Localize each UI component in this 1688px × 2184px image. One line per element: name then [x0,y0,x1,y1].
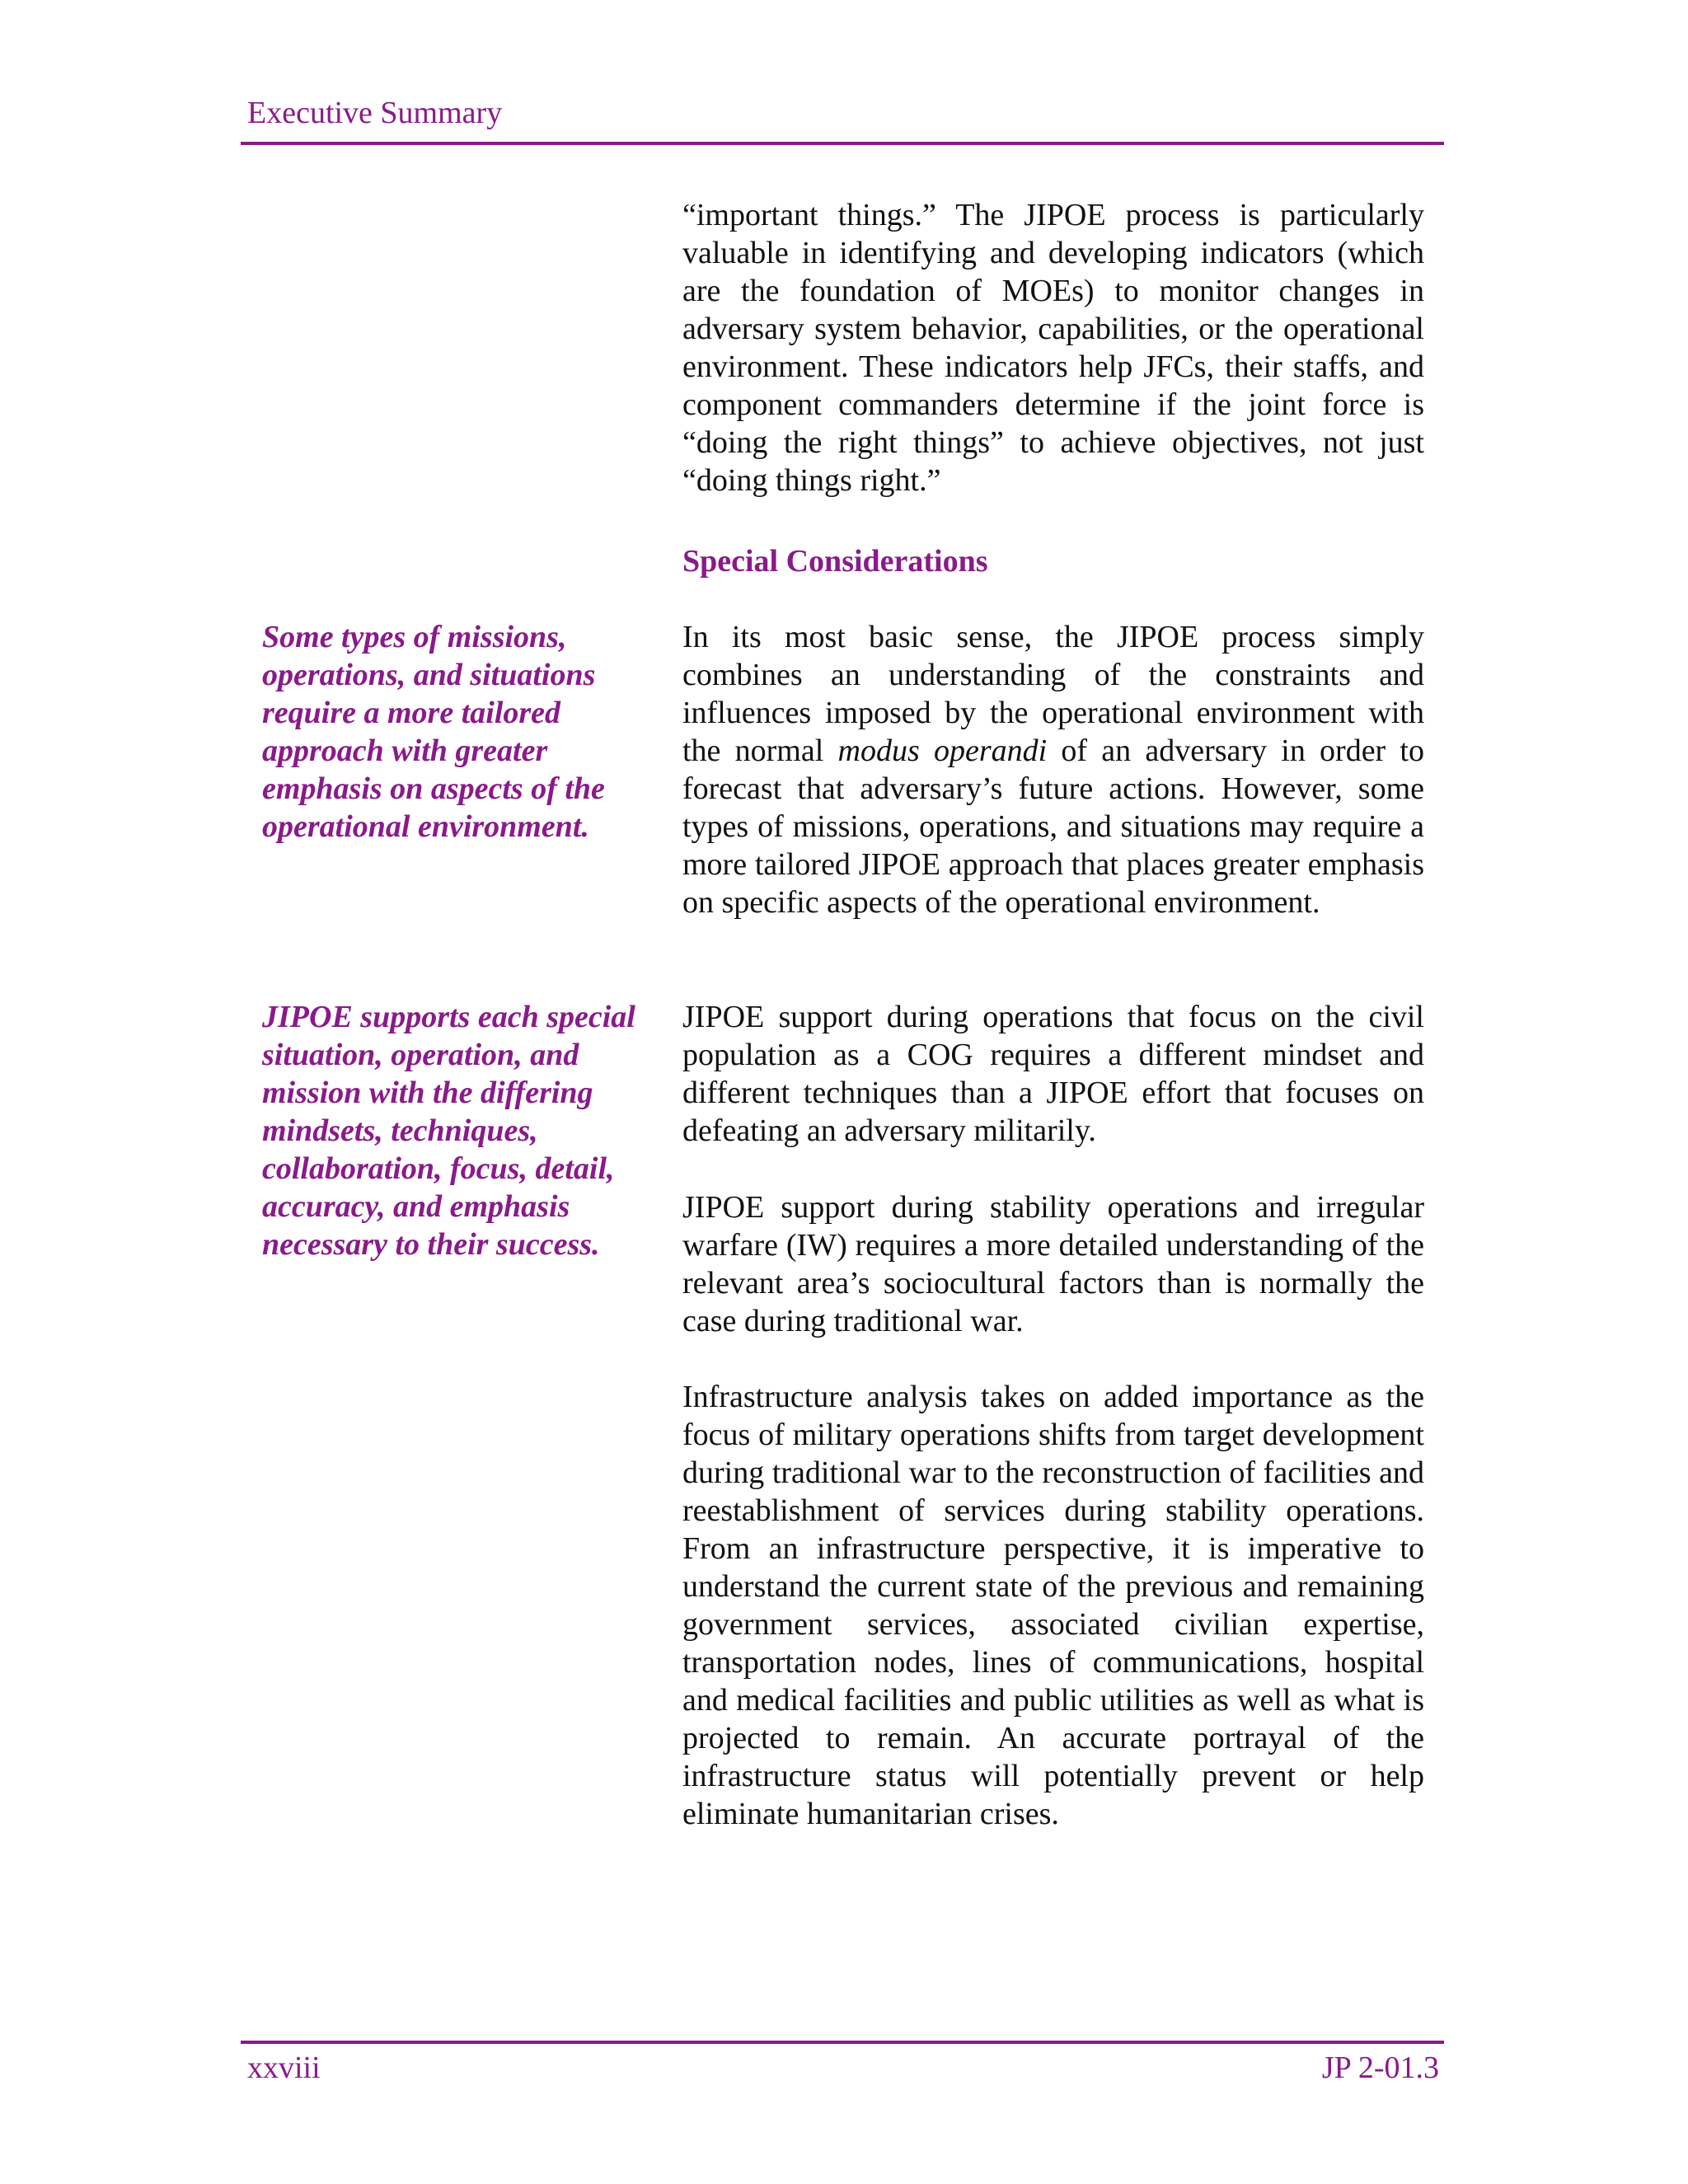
body-paragraph-2 [682,618,1424,921]
body-paragraph-1: “important things.” The JIPOE process is particularly valuable in identifying and developing indicators (which are the foundation of MOEs) to monitor changes in adversary system behavior, capabilities, or the operational environment. These indicators help JFCs, their staffs, and component commanders determine if the joint force is “doing the right things” to achieve objectives, not just “doing things right.” [682,198,1424,498]
body-paragraph-2-text-after: of an adversary in order to forecast that adversary’s future actions. However, some types of missions, operations, and situations may require a more tailored JIPOE approach that places greater emphasis on specific aspects of the operational environment. [682,733,1424,920]
body-paragraph-2-italic-term: modus operandi [837,733,1048,768]
body-paragraph-5: Infrastructure analysis takes on added importance as the focus of military operations shifts from target development during traditional war to the reconstruction of facilities and reestablishment of services during stability operations. From an infrastructure perspective, it is imperative to understand the current state of the previous and remaining government services, associated civilian expertise, transportation nodes, lines of communications, hospital and medical facilities and public utilities as well as what is projected to remain. An accurate portrayal of the infrastructure status will potentially prevent or help eliminate humanitarian crises. [682,1380,1424,1831]
page-number: xxviii [247,2050,321,2085]
page-header-title: Executive Summary [247,96,503,130]
body-paragraph-2-text-before: In its most basic sense, the JIPOE process simply combines an understanding of the constraints and influences imposed by the operational environment with the normal [682,620,1424,768]
header-divider [241,142,1444,145]
sidebar-note-1: Some types of missions, operations, and situations require a more tailored approach with greater emphasis on aspects of the operational environment. [262,620,605,844]
body-paragraph-4: JIPOE support during stability operations and irregular warfare (IW) requires a more detailed understanding of the relevant area’s sociocultural factors than is normally the case during traditional war. [682,1190,1424,1338]
section-heading: Special Considerations [682,544,988,579]
sidebar-note-2: JIPOE supports each special situation, operation, and mission with the differing mindsets, techniques, collaboration, focus, detail, accuracy, and emphasis necessary to their success. [262,1000,635,1262]
body-paragraph-3: JIPOE support during operations that focus on the civil population as a COG requires a different mindset and different techniques than a JIPOE effort that focuses on defeating an adversary militarily. [682,1000,1424,1148]
footer-divider [241,2041,1444,2044]
document-id: JP 2-01.3 [1321,2050,1439,2085]
